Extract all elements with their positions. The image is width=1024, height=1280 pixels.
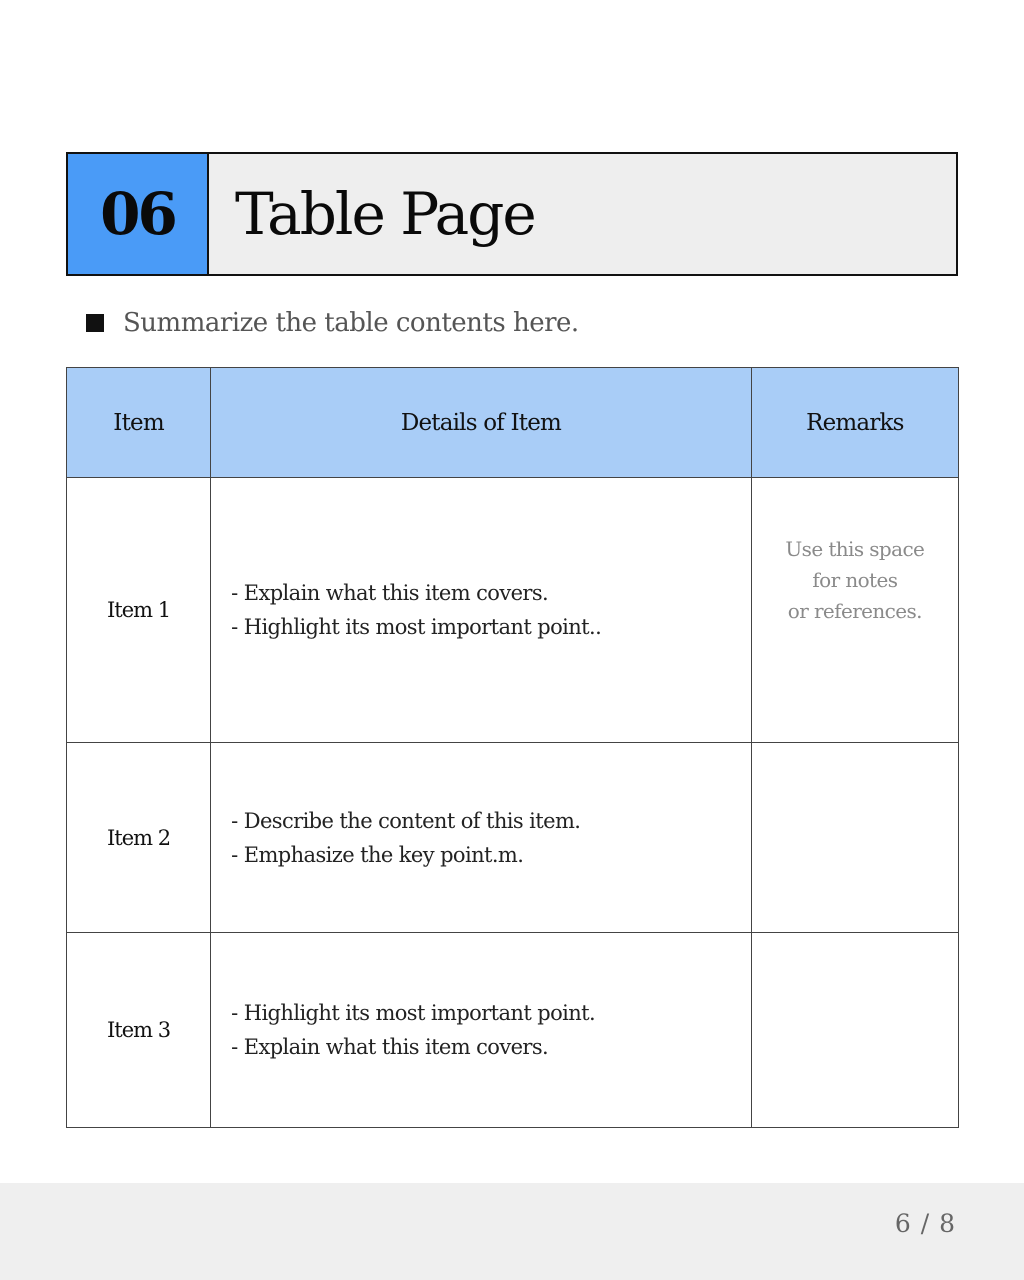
remark-line: or references.: [787, 599, 922, 623]
table-row: [67, 478, 959, 743]
summary-text: Summarize the table contents here.: [123, 308, 579, 338]
title-banner: [66, 152, 958, 276]
detail-line: - Explain what this item covers.: [231, 1035, 549, 1059]
footer-bar: [0, 1183, 1024, 1280]
section-number: 06: [68, 154, 209, 274]
detail-line: - Highlight its most important point..: [231, 615, 602, 639]
table-row: [67, 933, 959, 1128]
item-cell: Item 3: [67, 933, 211, 1128]
remarks-cell: [751, 478, 958, 743]
item-cell: Item 2: [67, 743, 211, 933]
content-table: [66, 367, 959, 1128]
remarks-cell: [751, 743, 958, 933]
remark-line: for notes: [812, 568, 898, 592]
page-title: Table Page: [235, 180, 535, 248]
table-row: [67, 743, 959, 933]
column-header-item: Item: [67, 368, 211, 478]
remark-line: Use this space: [785, 537, 925, 561]
details-cell: [211, 933, 752, 1128]
table-header-row: [67, 368, 959, 478]
page-number: 6 / 8: [894, 1209, 956, 1238]
column-header-details: Details of Item: [211, 368, 752, 478]
detail-line: - Explain what this item covers.: [231, 581, 549, 605]
item-cell: Item 1: [67, 478, 211, 743]
square-bullet-icon: [86, 314, 104, 332]
remarks-cell: [751, 933, 958, 1128]
details-cell: [211, 743, 752, 933]
detail-line: - Highlight its most important point.: [231, 1001, 596, 1025]
details-cell: [211, 478, 752, 743]
detail-line: - Describe the content of this item.: [231, 808, 581, 833]
detail-line: - Emphasize the key point.m.: [231, 842, 524, 867]
column-header-remarks: Remarks: [751, 368, 958, 478]
summary-line: [86, 305, 579, 341]
